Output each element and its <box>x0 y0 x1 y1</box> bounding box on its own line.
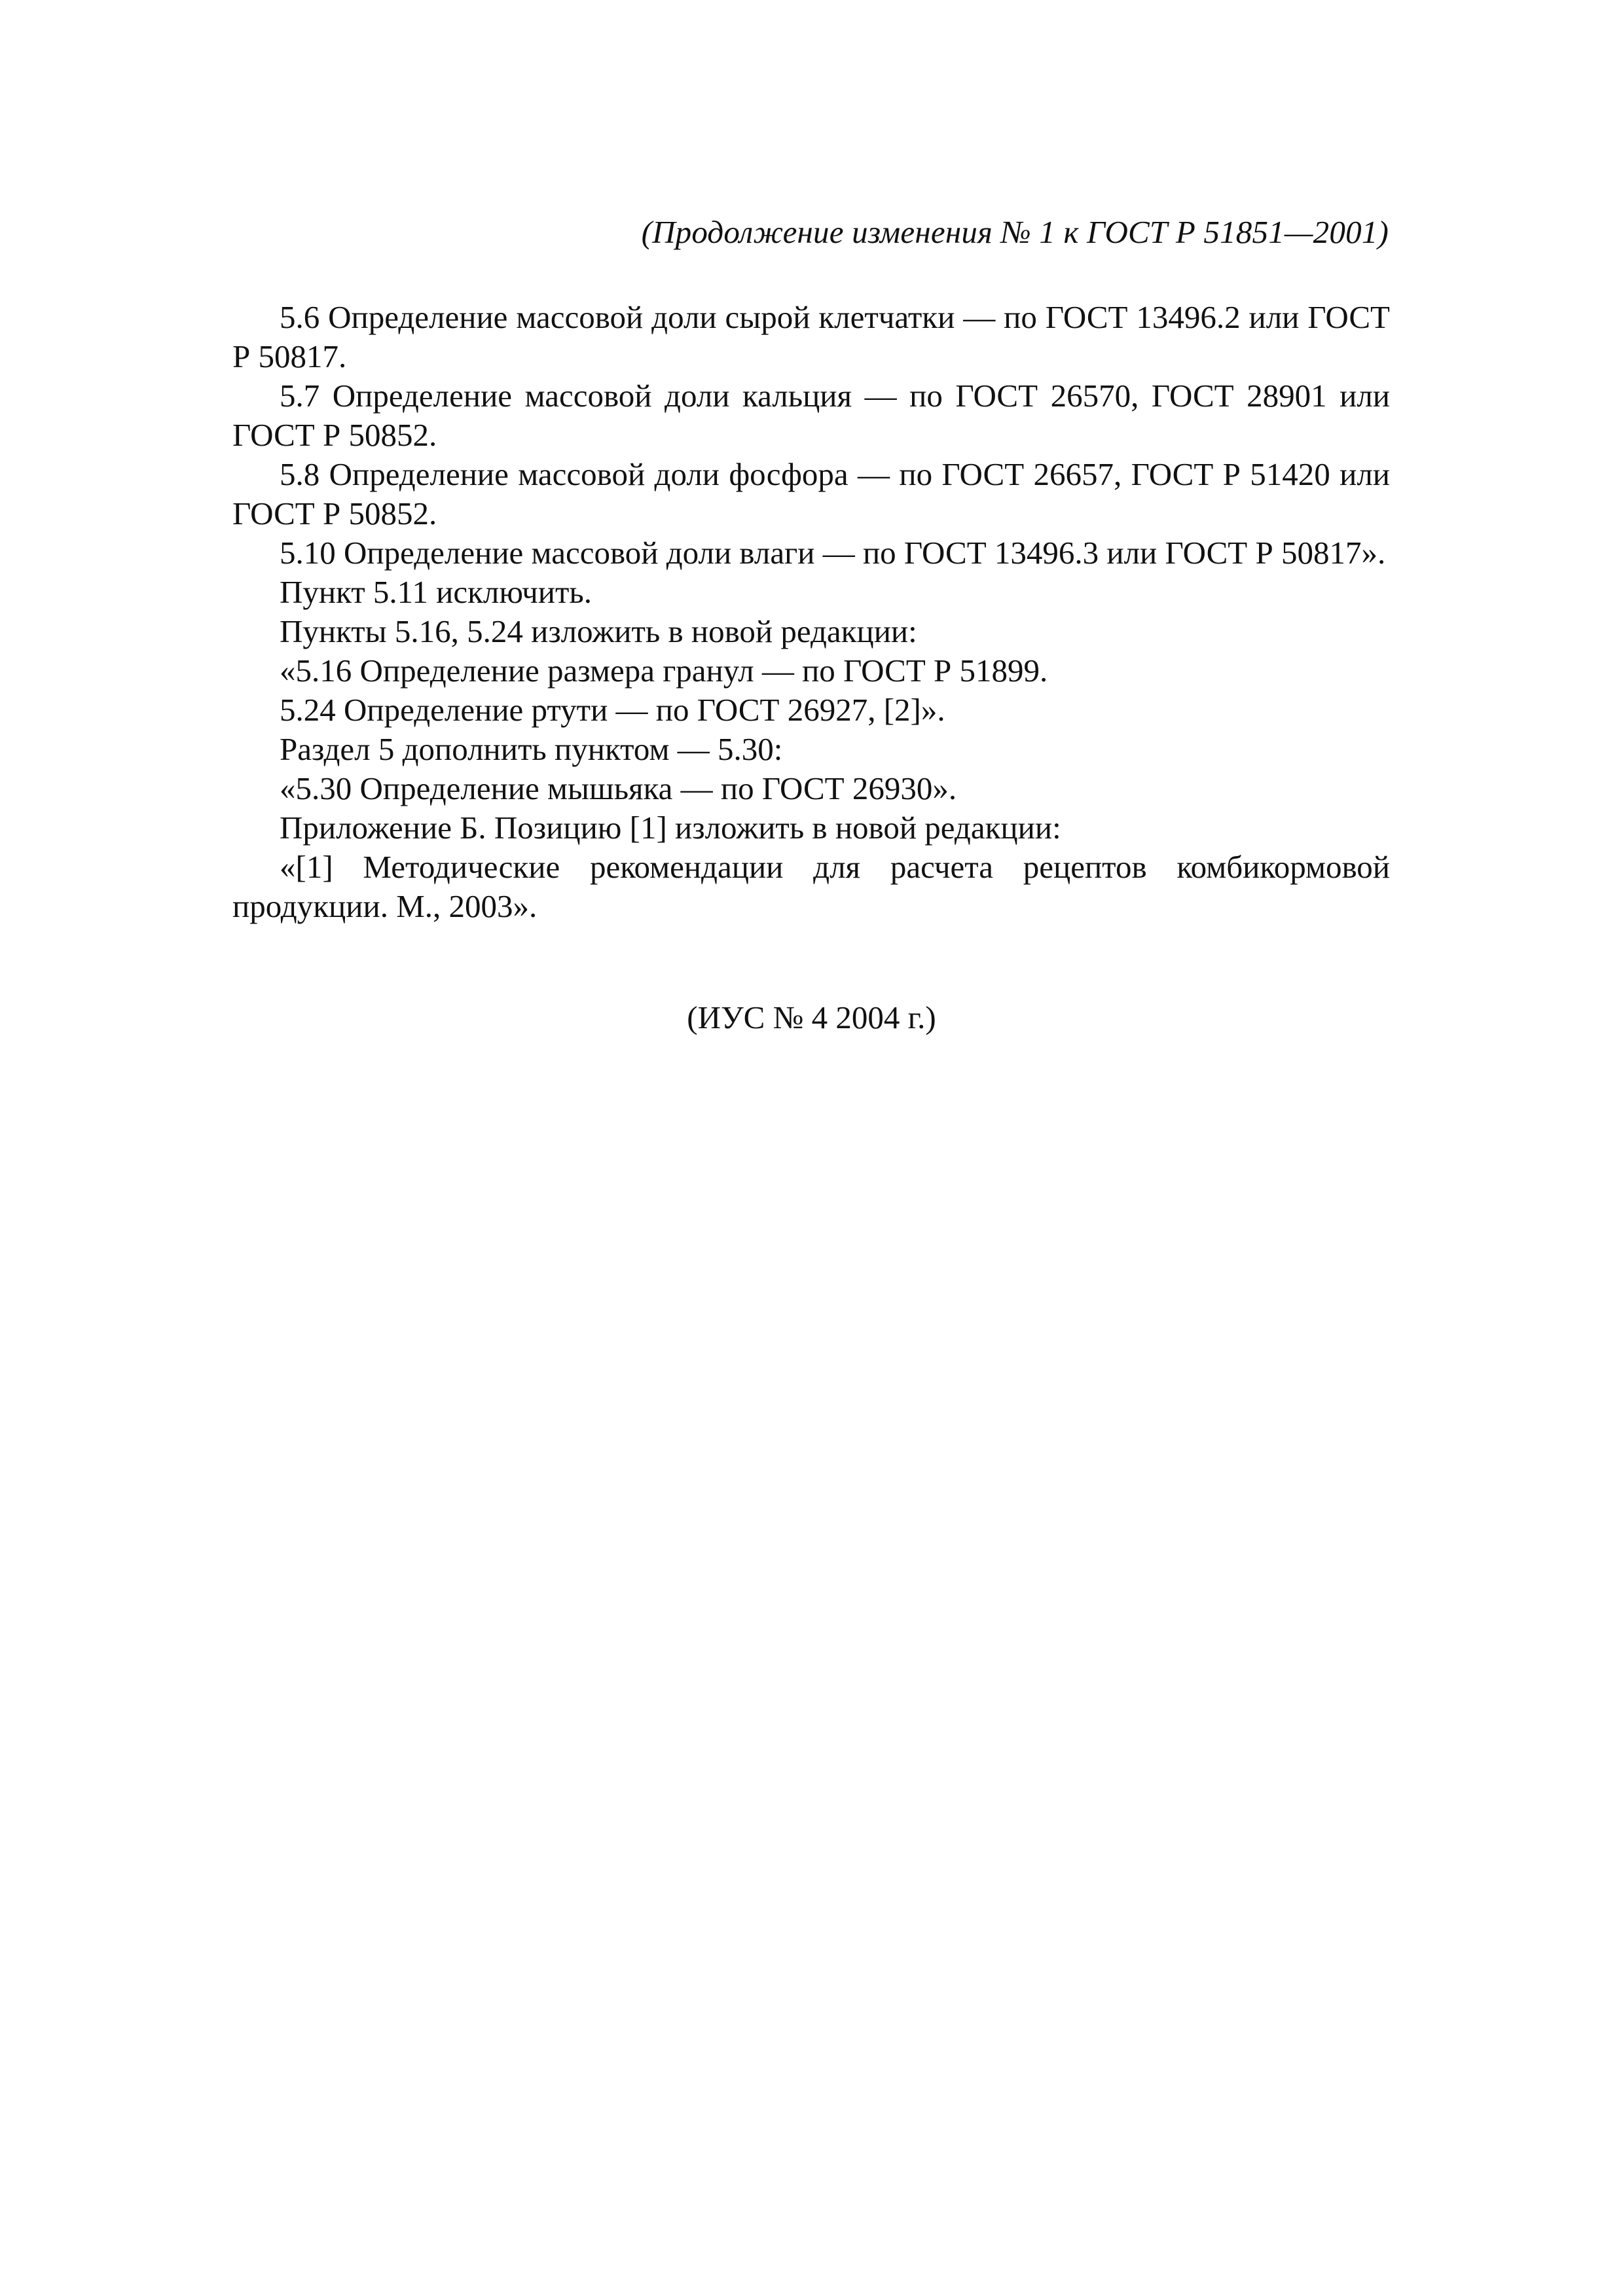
source-note: (ИУС № 4 2004 г.) <box>687 999 936 1035</box>
continuation-note: (Продолжение изменения № 1 к ГОСТ Р 51851—2001) <box>641 214 1389 250</box>
paragraph-appendix-b: Приложение Б. Позицию [1] изложить в новой редакции: <box>280 810 1061 846</box>
paragraph-clause-5-11-removed: Пункт 5.11 исключить. <box>280 574 592 610</box>
paragraph-5-10: 5.10 Определение массовой доли влаги — по ГОСТ 13496.3 или ГОСТ Р 50817». <box>280 535 1386 571</box>
paragraph-section-5-addition: Раздел 5 дополнить пунктом — 5.30: <box>280 731 783 767</box>
paragraph-reference-1: «[1] Методические рекомендации для расчета рецептов комбикормовой продукции. М., 2003». <box>232 849 1390 924</box>
paragraph-clauses-revision: Пункты 5.16, 5.24 изложить в новой редакции: <box>280 613 917 649</box>
paragraph-5-7: 5.7 Определение массовой доли кальция — по ГОСТ 26570, ГОСТ 28901 или ГОСТ Р 50852. <box>232 378 1390 453</box>
paragraph-5-16: «5.16 Определение размера гранул — по ГОСТ Р 51899. <box>280 653 1048 689</box>
paragraph-5-24: 5.24 Определение ртути — по ГОСТ 26927, [2]». <box>280 692 945 728</box>
paragraph-5-8: 5.8 Определение массовой доли фосфора — по ГОСТ 26657, ГОСТ Р 51420 или ГОСТ Р 50852. <box>232 456 1390 531</box>
paragraph-5-30: «5.30 Определение мышьяка — по ГОСТ 26930». <box>280 770 957 806</box>
paragraph-5-6: 5.6 Определение массовой доли сырой клетчатки — по ГОСТ 13496.2 или ГОСТ Р 50817. <box>232 299 1390 374</box>
amendment-text <box>232 298 1390 926</box>
